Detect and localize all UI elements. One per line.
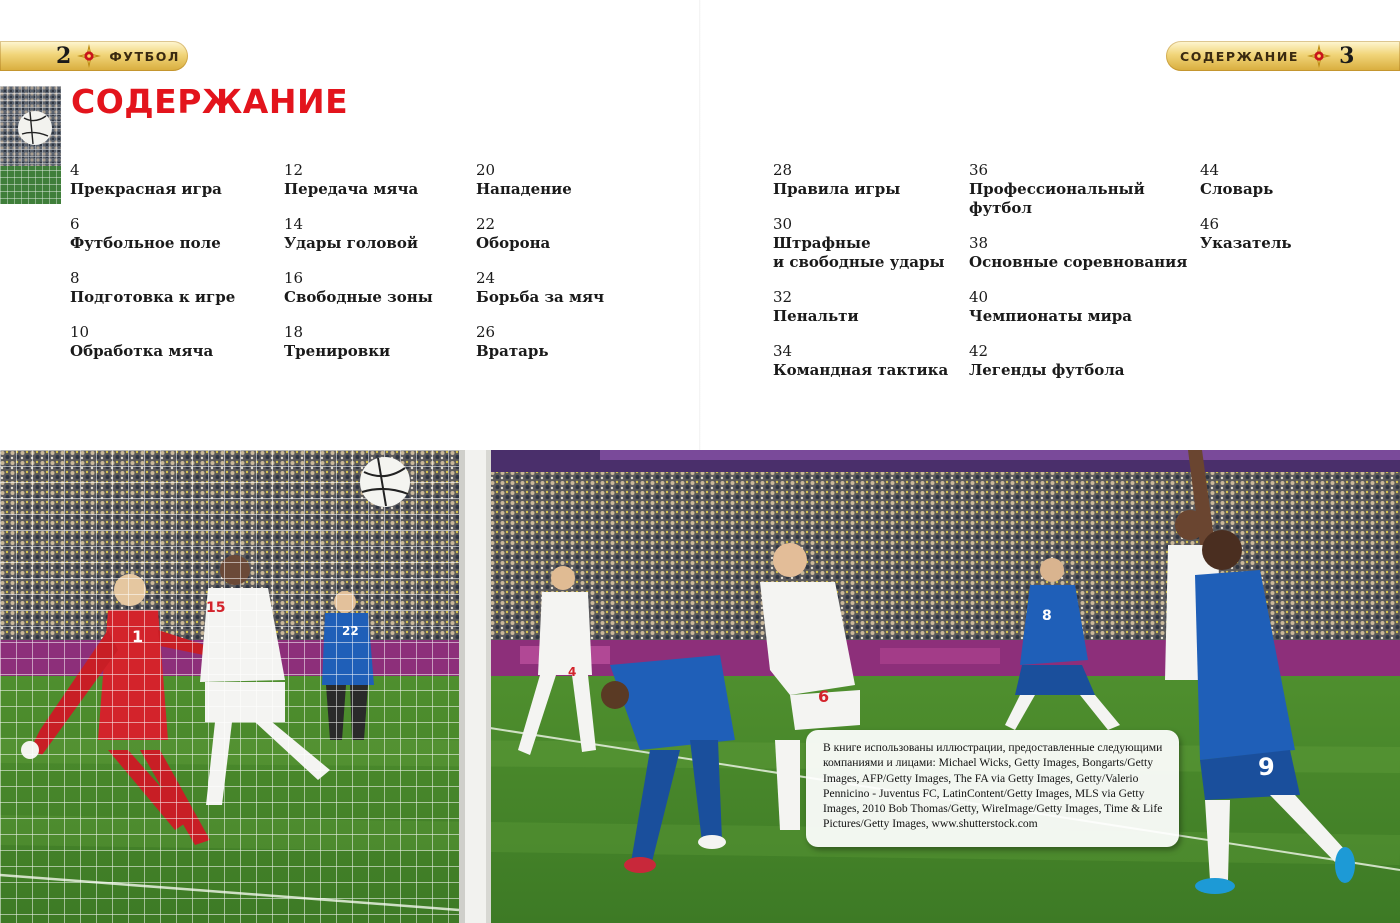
- toc-column-4: [773, 161, 948, 396]
- toc-page-number: 10: [70, 323, 90, 341]
- page-title: СОДЕРЖАНИЕ: [71, 82, 349, 121]
- toc-chapter-title: Подготовка к игре: [70, 288, 236, 306]
- toc-page-number: 16: [284, 269, 304, 287]
- toc-chapter-title: Передача мяча: [284, 180, 419, 198]
- page-gutter: [699, 0, 701, 450]
- photo-credits-text: В книге использованы иллюстрации, предоставленные следующими компаниями и лицами: Michael Wicks, Getty Images, Bongarts/Getty Images, AFP/Getty Images, The FA via Getty Images, Getty/Valerio Pennicino - Juventus FC, LatinContent/Getty Images, MLS via Getty Images, 2010 Bob Thomas/Getty, WireImage/Getty Images, Time & Life Pictures/Getty Images, www.shutterstock.com: [823, 741, 1163, 831]
- toc-chapter-title: Тренировки: [284, 342, 391, 360]
- shirt-number: 22: [342, 624, 359, 638]
- toc-chapter-title: Словарь: [1200, 180, 1274, 198]
- toc-entry: [70, 215, 235, 253]
- toc-chapter-title: Правила игры: [773, 180, 901, 198]
- toc-page-number: 42: [969, 342, 989, 360]
- toc-page-number: 30: [773, 215, 793, 233]
- toc-entry: [476, 323, 604, 361]
- toc-entry: [969, 161, 1187, 218]
- toc-entry: [70, 269, 235, 307]
- toc-entry: [773, 342, 948, 380]
- toc-page-number: 4: [70, 161, 80, 179]
- compass-rose-icon: [77, 44, 101, 68]
- shirt-number: 4: [568, 665, 577, 679]
- toc-page-number: 38: [969, 234, 989, 252]
- toc-page-number: 18: [284, 323, 304, 341]
- toc-entry: [284, 161, 433, 199]
- left-page-header-tab: [0, 41, 188, 71]
- toc-chapter-title: Вратарь: [476, 342, 549, 360]
- toc-page-number: 22: [476, 215, 496, 233]
- shirt-number: 6: [818, 687, 830, 706]
- toc-entry: [70, 161, 235, 199]
- toc-entry: [284, 269, 433, 307]
- toc-page-number: 12: [284, 161, 304, 179]
- toc-column-1: [70, 161, 235, 377]
- toc-chapter-title: Легенды футбола: [969, 361, 1125, 379]
- shirt-number: 8: [1042, 608, 1052, 624]
- toc-entry: [1200, 215, 1292, 253]
- toc-page-number: 26: [476, 323, 496, 341]
- toc-chapter-title: Указатель: [1200, 234, 1292, 252]
- shirt-number: 1: [132, 627, 144, 646]
- right-section-label: СОДЕРЖАНИЕ: [1180, 48, 1300, 64]
- toc-entry: [773, 288, 948, 326]
- toc-column-6: [1200, 161, 1292, 269]
- toc-page-number: 8: [70, 269, 80, 287]
- toc-page-number: 14: [284, 215, 304, 233]
- left-page-number: 2: [56, 43, 72, 69]
- toc-entry: [476, 215, 604, 253]
- toc-chapter-title: Штрафные и свободные удары: [773, 234, 945, 271]
- shirt-number: 15: [206, 600, 226, 616]
- toc-chapter-title: Футбольное поле: [70, 234, 221, 252]
- toc-chapter-title: Удары головой: [284, 234, 418, 252]
- toc-entry: [476, 269, 604, 307]
- toc-chapter-title: Чемпионаты мира: [969, 307, 1132, 325]
- toc-chapter-title: Профессиональный футбол: [969, 180, 1145, 217]
- toc-chapter-title: Прекрасная игра: [70, 180, 222, 198]
- toc-page-number: 28: [773, 161, 793, 179]
- toc-page-number: 40: [969, 288, 989, 306]
- right-page-number: 3: [1339, 43, 1355, 69]
- toc-page-number: 32: [773, 288, 793, 306]
- toc-page-number: 20: [476, 161, 496, 179]
- toc-chapter-title: Борьба за мяч: [476, 288, 605, 306]
- toc-chapter-title: Основные соревнования: [969, 253, 1188, 271]
- football-match-photo: [0, 450, 1400, 923]
- thumbnail-ball-photo: [0, 86, 61, 204]
- left-section-label: ФУТБОЛ: [109, 48, 181, 64]
- photo-credits-box: [806, 730, 1179, 847]
- toc-entry: [1200, 161, 1292, 199]
- toc-column-2: [284, 161, 433, 377]
- shirt-number: 9: [1258, 753, 1275, 781]
- toc-chapter-title: Пенальти: [773, 307, 859, 325]
- compass-rose-icon: [1307, 44, 1331, 68]
- toc-entry: [70, 323, 235, 361]
- toc-page-number: 34: [773, 342, 793, 360]
- toc-entry: [284, 323, 433, 361]
- right-page-header-tab: [1166, 41, 1400, 71]
- toc-column-3: [476, 161, 604, 377]
- toc-chapter-title: Оборона: [476, 234, 551, 252]
- toc-entry: [284, 215, 433, 253]
- toc-page-number: 44: [1200, 161, 1220, 179]
- toc-page-number: 46: [1200, 215, 1220, 233]
- toc-entry: [969, 342, 1187, 380]
- toc-chapter-title: Нападение: [476, 180, 572, 198]
- toc-entry: [773, 161, 948, 199]
- toc-column-5: [969, 161, 1187, 396]
- toc-entry: [476, 161, 604, 199]
- toc-entry: [773, 215, 948, 272]
- toc-chapter-title: Свободные зоны: [284, 288, 433, 306]
- toc-chapter-title: Обработка мяча: [70, 342, 214, 360]
- toc-page-number: 36: [969, 161, 989, 179]
- toc-page-number: 24: [476, 269, 496, 287]
- toc-entry: [969, 288, 1187, 326]
- toc-entry: [969, 234, 1187, 272]
- toc-chapter-title: Командная тактика: [773, 361, 949, 379]
- toc-page-number: 6: [70, 215, 80, 233]
